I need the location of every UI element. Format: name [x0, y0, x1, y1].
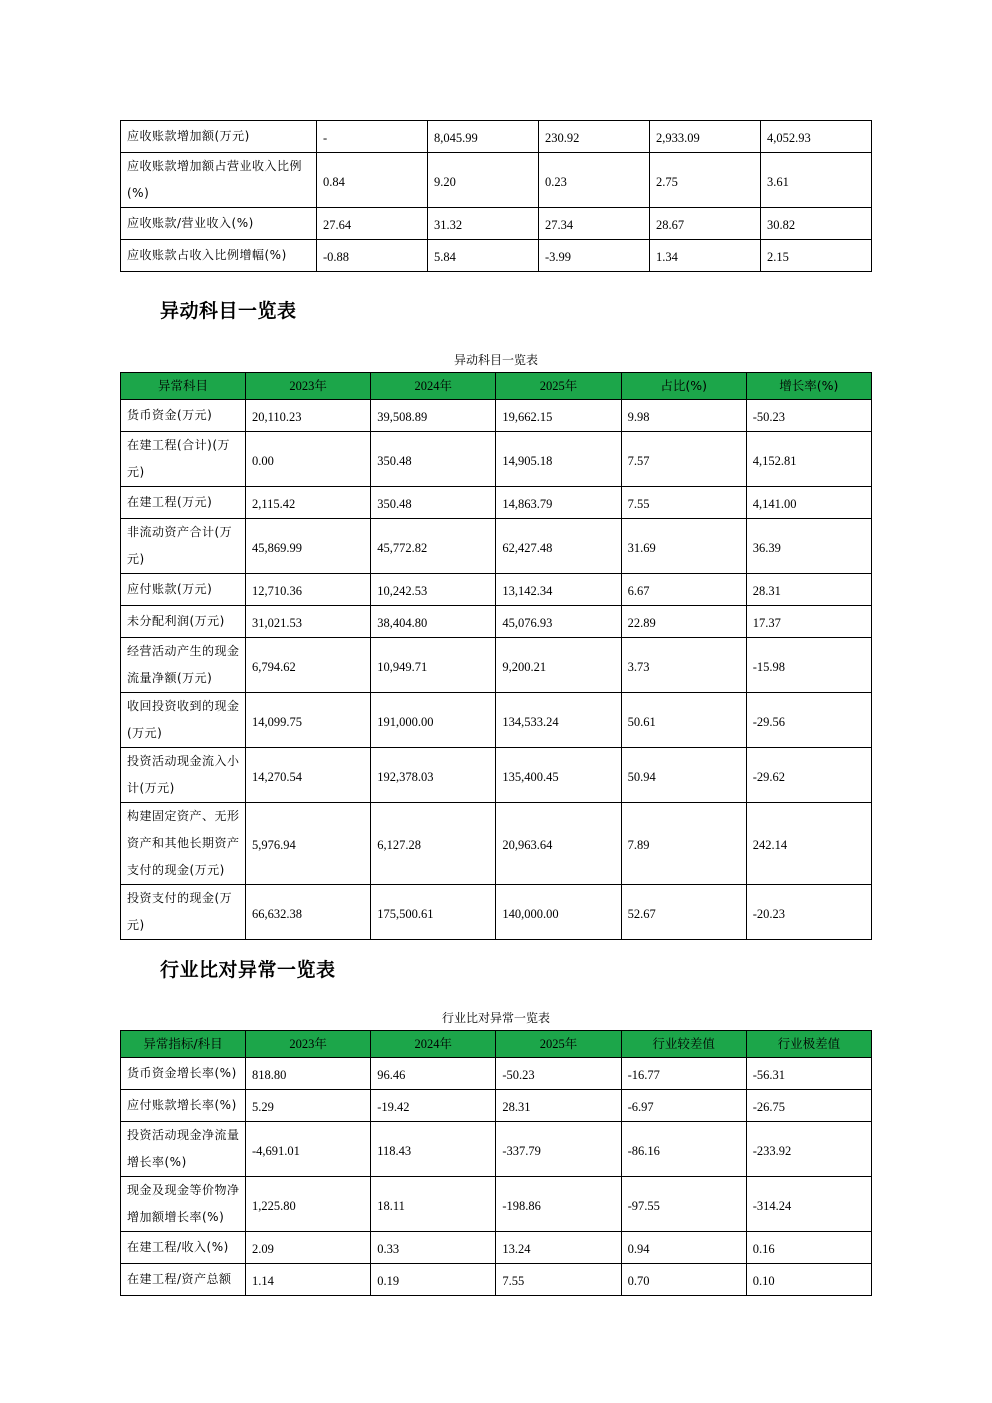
table-cell: 5.84 — [428, 240, 539, 272]
row-label: 货币资金(万元) — [121, 400, 246, 432]
table-cell: -16.77 — [621, 1058, 746, 1090]
table-cell: - — [317, 121, 428, 153]
table-cell: 45,869.99 — [246, 519, 371, 574]
table-cell: 3.61 — [761, 153, 872, 208]
table-cell: 4,152.81 — [746, 432, 871, 487]
row-label: 货币资金增长率(%) — [121, 1058, 246, 1090]
table-cell: 191,000.00 — [371, 693, 496, 748]
header-2025: 2025年 — [496, 373, 621, 400]
table-cell: 230.92 — [539, 121, 650, 153]
table-row — [121, 240, 872, 272]
table-cell: -3.99 — [539, 240, 650, 272]
table-cell: -20.23 — [746, 885, 871, 940]
anomaly-subjects-caption: 异动科目一览表 — [453, 353, 538, 367]
table-row — [121, 432, 872, 487]
table-cell: 14,863.79 — [496, 487, 621, 519]
table-cell: 7.55 — [621, 487, 746, 519]
table-cell: 9.98 — [621, 400, 746, 432]
table-cell: 0.94 — [621, 1232, 746, 1264]
table-cell: 175,500.61 — [371, 885, 496, 940]
table-cell: 36.39 — [746, 519, 871, 574]
table-cell: 7.89 — [621, 803, 746, 885]
row-label: 经营活动产生的现金流量净额(万元) — [121, 638, 246, 693]
table-cell: 39,508.89 — [371, 400, 496, 432]
table-cell: 6.67 — [621, 574, 746, 606]
table-cell: 0.19 — [371, 1264, 496, 1296]
table-cell: 50.61 — [621, 693, 746, 748]
table-cell: -56.31 — [746, 1058, 871, 1090]
table-cell: 4,141.00 — [746, 487, 871, 519]
table-cell: -198.86 — [496, 1177, 621, 1232]
table-cell: 2,115.42 — [246, 487, 371, 519]
table-cell: 0.16 — [746, 1232, 871, 1264]
table-cell: -26.75 — [746, 1090, 871, 1122]
row-label: 构建固定资产、无形资产和其他长期资产支付的现金(万元) — [121, 803, 246, 885]
table-header-row — [121, 1031, 872, 1058]
table-cell: -4,691.01 — [246, 1122, 371, 1177]
table-cell: 9,200.21 — [496, 638, 621, 693]
header-indicator: 异常指标/科目 — [121, 1031, 246, 1058]
table-cell: -6.97 — [621, 1090, 746, 1122]
table-cell: 350.48 — [371, 487, 496, 519]
table-cell: 6,127.28 — [371, 803, 496, 885]
row-label: 应收账款增加额(万元) — [121, 121, 317, 153]
table-row — [121, 748, 872, 803]
header-2024: 2024年 — [371, 373, 496, 400]
table-cell: -50.23 — [746, 400, 871, 432]
row-label: 非流动资产合计(万元) — [121, 519, 246, 574]
anomaly-subjects-heading: 异动科目一览表 — [160, 300, 297, 322]
industry-comparison-heading: 行业比对异常一览表 — [160, 959, 336, 981]
row-label: 投资活动现金流入小计(万元) — [121, 748, 246, 803]
table-row — [121, 208, 872, 240]
table-cell: 30.82 — [761, 208, 872, 240]
table-cell: 0.70 — [621, 1264, 746, 1296]
table-cell: 0.00 — [246, 432, 371, 487]
table-cell: 45,076.93 — [496, 606, 621, 638]
row-label: 应收账款增加额占营业收入比例(%) — [121, 153, 317, 208]
table-row — [121, 638, 872, 693]
header-growth: 增长率(%) — [746, 373, 871, 400]
table-cell: 7.55 — [496, 1264, 621, 1296]
table-cell: -29.56 — [746, 693, 871, 748]
table-row — [121, 519, 872, 574]
header-share: 占比(%) — [621, 373, 746, 400]
table-cell: -50.23 — [496, 1058, 621, 1090]
table-cell: 135,400.45 — [496, 748, 621, 803]
table-cell: 118.43 — [371, 1122, 496, 1177]
header-2025: 2025年 — [496, 1031, 621, 1058]
table-cell: 19,662.15 — [496, 400, 621, 432]
table-cell: 818.80 — [246, 1058, 371, 1090]
table-cell: 5.29 — [246, 1090, 371, 1122]
table-cell: 0.23 — [539, 153, 650, 208]
table-cell: 6,794.62 — [246, 638, 371, 693]
table-cell: -19.42 — [371, 1090, 496, 1122]
table-cell: 14,905.18 — [496, 432, 621, 487]
table-cell: 0.10 — [746, 1264, 871, 1296]
table-cell: 242.14 — [746, 803, 871, 885]
table-row — [121, 1090, 872, 1122]
table-cell: 10,242.53 — [371, 574, 496, 606]
table-cell: 50.94 — [621, 748, 746, 803]
header-2023: 2023年 — [246, 1031, 371, 1058]
row-label: 投资活动现金净流量增长率(%) — [121, 1122, 246, 1177]
header-2024: 2024年 — [371, 1031, 496, 1058]
table-cell: -97.55 — [621, 1177, 746, 1232]
table-cell: 9.20 — [428, 153, 539, 208]
table-cell: 28.67 — [650, 208, 761, 240]
table-row — [121, 1058, 872, 1090]
table-cell: 2.75 — [650, 153, 761, 208]
table-cell: 52.67 — [621, 885, 746, 940]
table-cell: 18.11 — [371, 1177, 496, 1232]
table-cell: -337.79 — [496, 1122, 621, 1177]
table-cell: 96.46 — [371, 1058, 496, 1090]
table-cell: 134,533.24 — [496, 693, 621, 748]
table-row — [121, 803, 872, 885]
table-cell: 8,045.99 — [428, 121, 539, 153]
table-cell: 22.89 — [621, 606, 746, 638]
row-label: 应付账款增长率(%) — [121, 1090, 246, 1122]
table-cell: 7.57 — [621, 432, 746, 487]
header-industry-worse: 行业较差值 — [621, 1031, 746, 1058]
table-cell: 12,710.36 — [246, 574, 371, 606]
table-row — [121, 693, 872, 748]
anomaly-subjects-table — [120, 372, 872, 940]
table-cell: 27.64 — [317, 208, 428, 240]
table-row — [121, 1264, 872, 1296]
table-cell: 45,772.82 — [371, 519, 496, 574]
table-cell: 38,404.80 — [371, 606, 496, 638]
table-cell: 10,949.71 — [371, 638, 496, 693]
receivables-table — [120, 120, 872, 272]
table-cell: 27.34 — [539, 208, 650, 240]
table-cell: 0.84 — [317, 153, 428, 208]
table-cell: 2.15 — [761, 240, 872, 272]
table-cell: 13.24 — [496, 1232, 621, 1264]
table-cell: 4,052.93 — [761, 121, 872, 153]
table-cell: 20,110.23 — [246, 400, 371, 432]
table-row — [121, 1122, 872, 1177]
table-cell: 2,933.09 — [650, 121, 761, 153]
table-cell: -314.24 — [746, 1177, 871, 1232]
table-row — [121, 153, 872, 208]
table-row — [121, 121, 872, 153]
table-row — [121, 400, 872, 432]
table-cell: 3.73 — [621, 638, 746, 693]
table-cell: 62,427.48 — [496, 519, 621, 574]
table-cell: 1.34 — [650, 240, 761, 272]
header-industry-extreme: 行业极差值 — [746, 1031, 871, 1058]
table-cell: 31,021.53 — [246, 606, 371, 638]
table-cell: 14,099.75 — [246, 693, 371, 748]
table-cell: 140,000.00 — [496, 885, 621, 940]
row-label: 未分配利润(万元) — [121, 606, 246, 638]
table-row — [121, 1232, 872, 1264]
table-cell: -29.62 — [746, 748, 871, 803]
row-label: 投资支付的现金(万元) — [121, 885, 246, 940]
row-label: 在建工程/收入(%) — [121, 1232, 246, 1264]
table-cell: -15.98 — [746, 638, 871, 693]
table-row — [121, 606, 872, 638]
table-cell: 350.48 — [371, 432, 496, 487]
table-cell: 66,632.38 — [246, 885, 371, 940]
table-cell: 28.31 — [746, 574, 871, 606]
table-row — [121, 885, 872, 940]
table-header-row — [121, 373, 872, 400]
header-subject: 异常科目 — [121, 373, 246, 400]
table-row — [121, 1177, 872, 1232]
table-row — [121, 574, 872, 606]
industry-comparison-table — [120, 1030, 872, 1296]
table-cell: 13,142.34 — [496, 574, 621, 606]
table-cell: 14,270.54 — [246, 748, 371, 803]
header-2023: 2023年 — [246, 373, 371, 400]
table-cell: 31.32 — [428, 208, 539, 240]
row-label: 现金及现金等价物净增加额增长率(%) — [121, 1177, 246, 1232]
row-label: 应付账款(万元) — [121, 574, 246, 606]
table-cell: -86.16 — [621, 1122, 746, 1177]
table-cell: 1.14 — [246, 1264, 371, 1296]
table-cell: 1,225.80 — [246, 1177, 371, 1232]
row-label: 在建工程/资产总额 — [121, 1264, 246, 1296]
table-cell: 0.33 — [371, 1232, 496, 1264]
table-cell: 5,976.94 — [246, 803, 371, 885]
table-row — [121, 487, 872, 519]
table-cell: -233.92 — [746, 1122, 871, 1177]
industry-comparison-caption: 行业比对异常一览表 — [441, 1011, 550, 1025]
table-cell: 192,378.03 — [371, 748, 496, 803]
table-cell: 28.31 — [496, 1090, 621, 1122]
row-label: 应收账款/营业收入(%) — [121, 208, 317, 240]
row-label: 收回投资收到的现金(万元) — [121, 693, 246, 748]
row-label: 在建工程(万元) — [121, 487, 246, 519]
row-label: 在建工程(合计)(万元) — [121, 432, 246, 487]
table-cell: 17.37 — [746, 606, 871, 638]
table-cell: 20,963.64 — [496, 803, 621, 885]
table-cell: -0.88 — [317, 240, 428, 272]
table-cell: 2.09 — [246, 1232, 371, 1264]
table-cell: 31.69 — [621, 519, 746, 574]
row-label: 应收账款占收入比例增幅(%) — [121, 240, 317, 272]
